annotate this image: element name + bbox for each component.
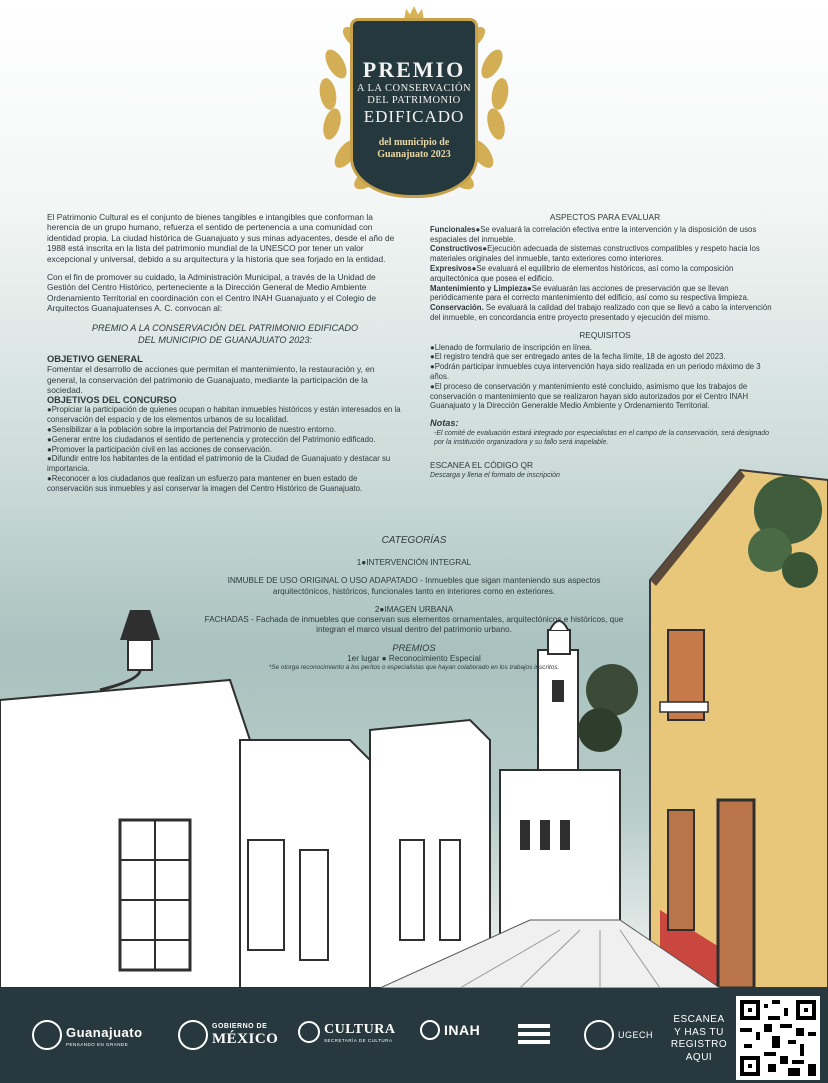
list-item: ●Sensibilizar a la población sobre la importancia del Patrimonio de nuestro entorno. — [47, 424, 337, 434]
premio-title-line1: PREMIO A LA CONSERVACIÓN DEL PATRIMONIO EDIFICADO — [91, 322, 359, 333]
logo-ugech-name: UGECH — [618, 1030, 654, 1040]
badge-line2: DEL PATRIMONIO — [367, 95, 461, 106]
logo-cag — [516, 1020, 552, 1048]
mexico-eagle-icon — [178, 1020, 208, 1050]
escanea-line: REGISTRO — [670, 1039, 728, 1050]
category-2-label: FACHADAS — [204, 615, 249, 625]
escanea-line: Y HAS TU — [674, 1026, 724, 1038]
list-item: ●Difundir entre los habitantes de la entidad el patrimonio de la Ciudad de Guanajuato y destacar su importancia. — [47, 454, 391, 474]
intro-paragraph: El Patrimonio Cultural es el conjunto de bienes tangibles e intangibles que conforman la herencia de un grupo humano, refuerza el sentido de pertenencia a una comunidad con identidad propia. La ciudad histórica de Guanajuato y sus minas adyacentes, desde el año de 1988 está inscrita en la lista del patrimonio mundial de la UNESCO por tener un valor excepcional y universal, debido a su arquitectura y la historia que sea forjado en la entidad. — [47, 212, 395, 264]
qr-code[interactable] — [736, 996, 820, 1080]
objetivo-general-heading: OBJETIVO GENERAL — [47, 352, 143, 364]
logo-guanajuato — [32, 1020, 143, 1050]
convoca-paragraph: Con el fin de promover su cuidado, la Administración Municipal, a través de la Unidad de Gestión del Centro Histórico, perteneciente a la Dirección General de Medio Ambiente Ordenamiento Territorial en coordinación con el Centro INAH Guanajuato y el Colegio de Arquitectos Guanajuatenses A. C. convocan al: — [47, 272, 376, 314]
logo-cultura-name: CULTURA — [324, 1022, 396, 1037]
badge-sub2: Guanajuato 2023 — [377, 149, 451, 160]
logo-ugech — [584, 1020, 653, 1050]
category-2-text: - Fachada de inmuebles que conservan sus elementos ornamentales, arquitectónicos e históricos, que integran el marco visual dentro del patrimonio urbano. — [248, 615, 624, 635]
logo-gobierno-mexico — [178, 1020, 278, 1050]
requisito-item: ●El registro tendrá que ser entregado antes de la fecha límite, 18 de agosto del 2023. — [430, 352, 726, 362]
list-item: ●Reconocer a los ciudadanos que realizan un esfuerzo para mantener en buen estado de conservación sus inmuebles y así conservar la imagen del Centro Histórico de Guanajuato. — [47, 473, 363, 493]
requisito-item: ●Podrán participar inmuebles cuya intervención haya sido realizada en un periodo máximo de 3 años. — [430, 362, 761, 381]
category-1-title: 1●INTERVENCIÓN INTEGRAL — [356, 558, 472, 568]
aspecto-key: Expresivos● — [430, 263, 477, 273]
badge-edificado: EDIFICADO — [363, 107, 465, 126]
aspecto-item — [430, 225, 780, 245]
escanea-text — [668, 1014, 730, 1064]
logo-cultura-text — [324, 1020, 395, 1043]
requisito-item: ●Llenado de formulario de inscripción en línea. — [430, 342, 593, 352]
category-1-text: - Inmuebles que sigan manteniendo sus aspectos arquitectónicos, históricos, funcionales tanto en interiores como en exteriores. — [272, 576, 601, 596]
premio-title-line2: DEL MUNICIPIO DE GUANAJUATO 2023: — [137, 334, 313, 345]
ugech-icon — [584, 1020, 614, 1050]
escanea-line: AQUI — [685, 1051, 713, 1063]
cultura-seal-icon — [298, 1021, 320, 1043]
badge-shield — [350, 18, 478, 198]
aspecto-key: Constructivos● — [430, 244, 488, 254]
aspecto-text: Ejecución adecuada de sistemas constructivos compatibles y respeto hacia los materiales originales del inmueble, tanto exteriores como interiores. — [430, 244, 760, 264]
street-lamp — [120, 610, 160, 640]
aspecto-key: Funcionales● — [430, 224, 481, 234]
street-illustration — [0, 440, 828, 988]
colegio-arquitectos-icon — [516, 1020, 552, 1048]
logo-guanajuato-tagline: PENSANDO EN GRANDE — [66, 1041, 129, 1047]
categorias-section — [200, 536, 628, 672]
aspecto-item — [430, 303, 780, 323]
objetivos-list — [47, 405, 403, 493]
category-2-desc — [200, 615, 628, 635]
qr-code-icon — [740, 1000, 816, 1076]
category-1-label: INMUBLE DE USO ORIGINAL O USO ADAPATADO — [227, 576, 418, 586]
objetivo-general-text: Fomentar el desarrollo de acciones que permitan el mantenimiento, la restauración y, en general, la conservación del patrimonio de Guanajuato, mediante la participación de la sociedad. — [47, 364, 375, 395]
logo-gobierno-text — [212, 1023, 278, 1048]
objetivos-concurso-heading: OBJETIVOS DEL CONCURSO — [47, 395, 177, 406]
categorias-heading: CATEGORÍAS — [381, 535, 447, 546]
logo-inah-name: INAH — [444, 1022, 481, 1038]
inah-icon — [420, 1020, 440, 1040]
aspectos-heading: ASPECTOS PARA EVALUAR — [549, 212, 661, 222]
aspecto-text: Se evaluarán las acciones de preservación que se llevan periódicamente para el correcto mantenimiento del edificio, así como su respectiva limpieza. — [430, 283, 749, 303]
list-item: ●Propiciar la participación de quienes ocupan o habitan inmuebles históricos y están interesados en la conservación del espacio y de los elementos urbanos de su localidad. — [47, 405, 401, 425]
badge-sub — [353, 137, 475, 161]
logo-guanajuato-name: Guanajuato — [66, 1024, 143, 1040]
logo-gobierno-small: GOBIERNO DE — [212, 1022, 268, 1030]
premio-title — [47, 322, 403, 346]
qr-subtext: Descarga y llena el formato de inscripción — [430, 471, 560, 479]
door — [718, 800, 754, 988]
premios-note: *Se otorga reconocimiento a los peritos o especialistas que hayan colaborado en los trabajos inscritos. — [268, 663, 560, 671]
aspecto-text: Se evaluará la calidad del trabajo realizado con que se llevó a cabo la intervención del inmueble, en concordancia entre proyecto presentado y ejecución del mismo. — [430, 303, 772, 322]
aspecto-text: Se evaluará la correlación efectiva entre la intervención y la disposición de usos espaciales del inmueble. — [430, 224, 757, 244]
category-1-desc — [200, 576, 628, 596]
requisitos-heading: REQUISITOS — [579, 329, 631, 340]
aspecto-key: Mantenimiento y Limpieza● — [430, 283, 532, 293]
list-item: ●Generar entre los ciudadanos el sentido de pertenencia y protección del Patrimonio edificado. — [47, 434, 376, 444]
category-2-title: 2●IMAGEN URBANA — [374, 604, 454, 614]
requisito-item: ●El proceso de conservación y mantenimiento esté concluido, asimismo que los trabajos de conservación o mantenimiento que se realizaron hayan sido autorizados por el Centro INAH Guanajuato y la Dirección Generalde Medio Ambiente y Ordenamiento Territorial. — [430, 381, 749, 411]
aspecto-item — [430, 284, 780, 304]
premios-heading: PREMIOS — [392, 642, 436, 654]
guanajuato-seal-icon — [32, 1020, 62, 1050]
award-badge — [306, 4, 522, 208]
premios-text: 1er lugar ● Reconocimiento Especial — [347, 653, 481, 663]
notas-heading: Notas: — [430, 418, 459, 429]
aspecto-item — [430, 264, 780, 284]
badge-line1: A LA CONSERVACIÓN — [356, 83, 472, 94]
escanea-line: ESCANEA — [673, 1014, 725, 1025]
aspecto-key: Conservación. — [430, 303, 484, 313]
notas-text: -El comité de evaluación estará integrado por especialistas en el campo de la conservación, será designado por la institución organizadora y su fallo será inapelable. — [434, 429, 770, 446]
badge-sub1: del municipio de — [378, 137, 450, 148]
badge-premio: PREMIO — [362, 57, 466, 82]
left-column — [47, 212, 403, 494]
list-item: ●Promover la participación civil en las acciones de conservación. — [47, 444, 272, 454]
logo-cultura-small: SECRETARÍA DE CULTURA — [324, 1038, 393, 1043]
aspecto-text: Se evaluará el equilibrio de elementos históricos, así como la composición arquitectónica que posea el edificio. — [430, 263, 734, 283]
qr-heading: ESCANEA EL CÓDIGO QR — [430, 459, 534, 470]
logo-cultura — [298, 1020, 395, 1043]
logo-mexico-name: MÉXICO — [212, 1030, 279, 1047]
aspecto-item — [430, 244, 780, 264]
right-column — [430, 213, 780, 481]
logo-inah — [420, 1020, 480, 1040]
logo-guanajuato-text — [66, 1024, 143, 1047]
